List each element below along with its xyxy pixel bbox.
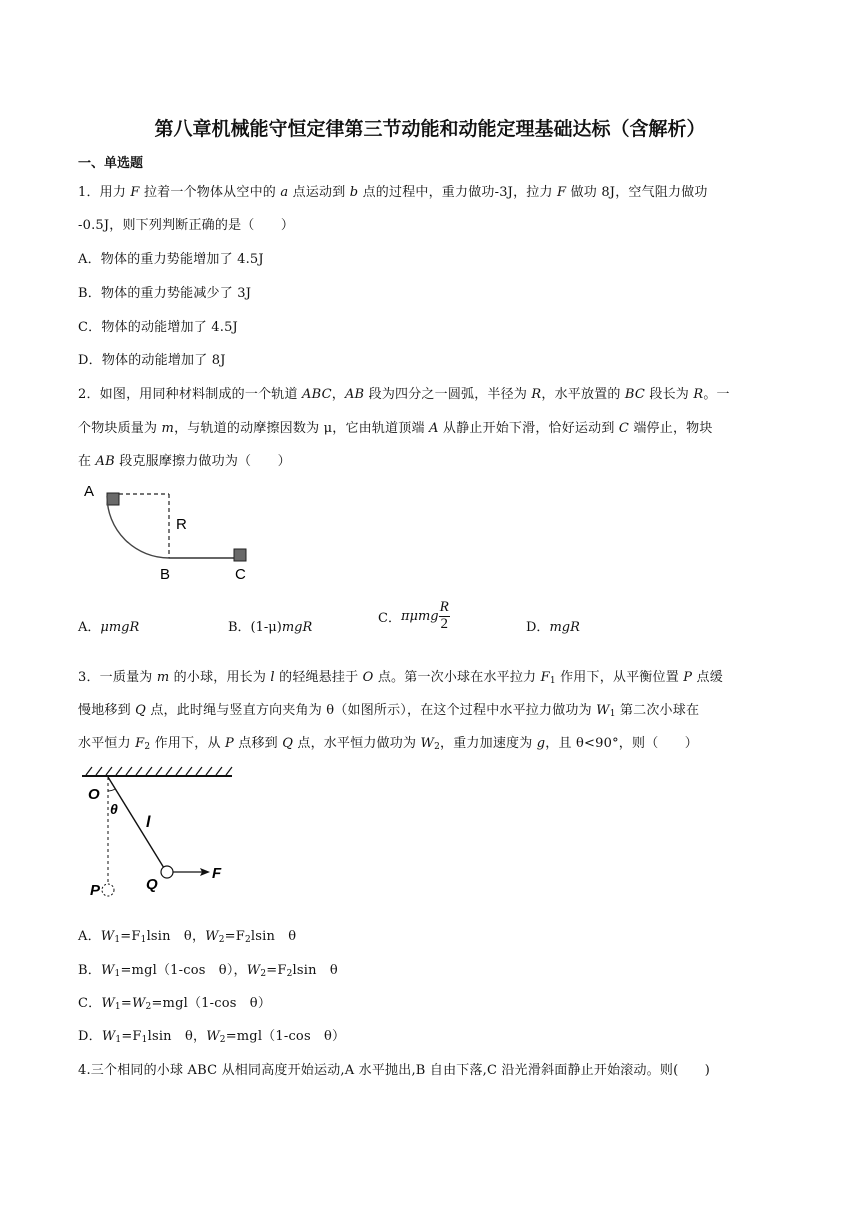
q4-stem-line-1: 4.三个相同的小球 ABC 从相同高度开始运动,A 水平抛出,B 自由下落,C 沿光滑斜面静止开始滚动。则( ) xyxy=(78,1063,711,1078)
fig2-label-r: R xyxy=(176,516,187,533)
section-heading: 一、单选题 xyxy=(78,156,144,171)
q3-stem-line-2: 慢地移到 Q 点，此时绳与竖直方向夹角为 θ（如图所示），在这个过程中水平拉力做功为 $W_1$ 第二次小球在 xyxy=(78,703,700,719)
document-title: 第八章机械能守恒定律第三节动能和动能定理基础达标（含解析） xyxy=(154,118,706,140)
q2-track-figure xyxy=(80,478,260,588)
q2-option-d: D．mgR xyxy=(526,620,580,635)
fig3-label-theta: θ xyxy=(110,801,118,817)
fig3-label-o: O xyxy=(88,786,100,803)
fig3-ceiling xyxy=(82,767,232,776)
q1-option-d: D．物体的动能增加了 8J xyxy=(78,353,226,368)
fig3-label-q: Q xyxy=(146,876,158,893)
q3-option-c: C．$W_1=W_2=mgl(1-\cos$ θ） xyxy=(78,996,272,1012)
q2-option-c: C．πμmg $\frac{R}{2}$ xyxy=(378,599,449,632)
q3-stem-line-1: 3．一质量为 m 的小球，用长为 l 的轻绳悬挂于 O 点。第一次小球在水平拉力 $F_1$ 作用下，从平衡位置 P 点缓 xyxy=(78,670,723,686)
q1-option-c: C．物体的动能增加了 4.5J xyxy=(78,320,238,335)
q3-option-b: B．$W_1=mgl(1-\cos$ θ），$W_2=F_2lsin$ θ xyxy=(78,963,338,979)
q2-stem-line-1: 2．如图，用同种材料制成的一个轨道 ABC，AB 段为四分之一圆弧，半径为 R，水平放置的 BC 段长为 R。一 xyxy=(78,387,730,402)
fig3-ball-p-dashed xyxy=(102,884,114,896)
q1-option-b: B．物体的重力势能减少了 3J xyxy=(78,286,252,301)
q3-option-a: A．$W_1=F_1lsin$ θ，$W_2=F_2lsin$ θ xyxy=(78,929,297,945)
fig3-label-f: F xyxy=(212,865,222,882)
q2-stem-line-2: 个物块质量为 m，与轨道的动摩擦因数为 μ，它由轨道顶端 A 从静止开始下滑，恰好运动到 C 端停止，物块 xyxy=(78,421,713,436)
q3-option-d: D．$W_1=F_1lsin$ θ，$W_2=mgl(1-\cos$ θ） xyxy=(78,1029,346,1045)
q2-stem-line-3: 在 AB 段克服摩擦力做功为（ ） xyxy=(78,454,291,469)
q2-option-a: A．μmgR xyxy=(78,620,140,635)
fig3-label-l: l xyxy=(146,814,151,831)
q1-stem-line-2: -0.5J，则下列判断正确的是（ ） xyxy=(78,218,295,233)
fraction-r-over-2: $\frac{R}{2}$ xyxy=(439,599,449,632)
fig2-block-at-c xyxy=(234,549,246,561)
q2-option-b: B．(1-μ)mgR xyxy=(228,620,313,635)
fig3-ball-q xyxy=(161,866,173,878)
fig2-label-c: C xyxy=(235,566,246,583)
fig3-label-p: P xyxy=(90,882,101,899)
q3-stem-line-3: 水平恒力 $F_2$ 作用下，从 P 点移到 Q 点，水平恒力做功为 $W_2$，重力加速度为 g，且 θ<90°，则（ ） xyxy=(78,736,698,752)
fig2-block-at-a xyxy=(107,493,119,505)
fig3-rope xyxy=(108,777,164,868)
q1-stem-line-1: 1．用力 F 拉着一个物体从空中的 a 点运动到 b 点的过程中，重力做功-3J，拉力 F 做功 8J，空气阻力做功 xyxy=(78,185,708,200)
fig3-angle-arc xyxy=(108,789,115,791)
fig2-label-a: A xyxy=(84,483,95,500)
q1-option-a: A．物体的重力势能增加了 4.5J xyxy=(78,252,264,267)
fig2-label-b: B xyxy=(160,566,171,583)
q3-pendulum-figure xyxy=(80,764,240,902)
